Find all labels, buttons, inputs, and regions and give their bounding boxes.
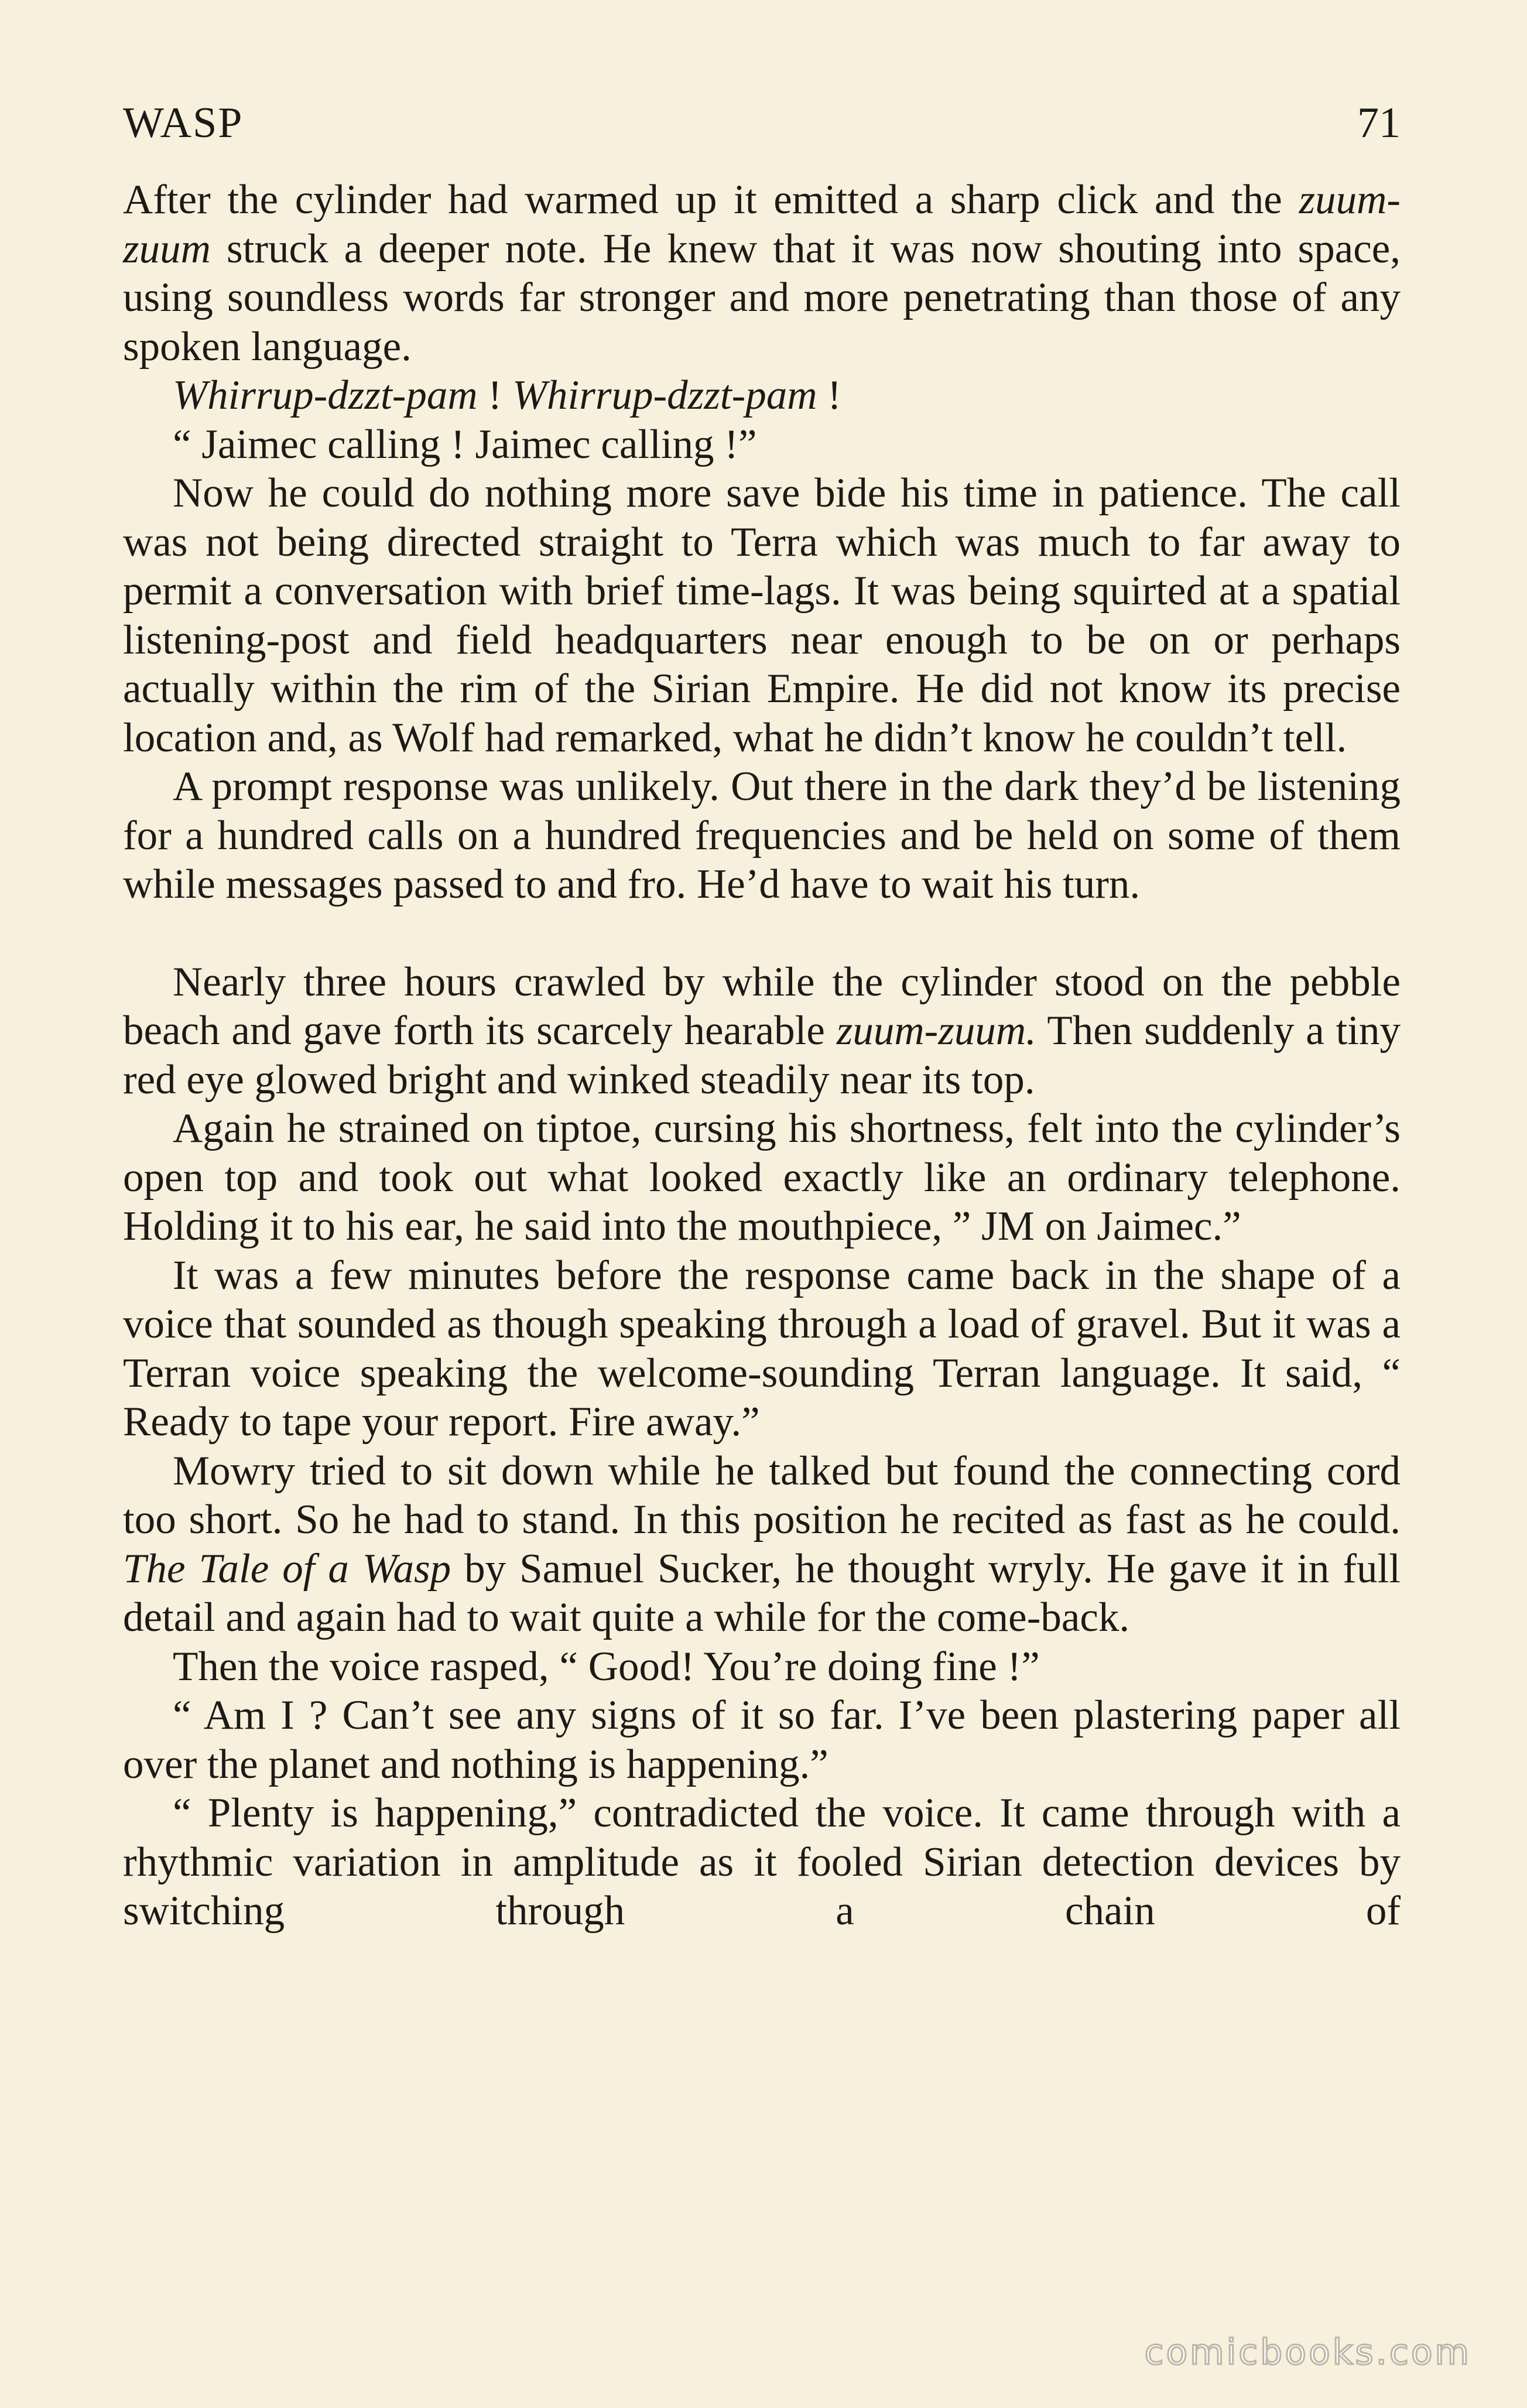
text-run: “ Am I ? Can’t see any signs of it so far. I’ve been plastering paper all over the planet and nothing is happening.” (123, 1692, 1401, 1787)
text-run: A prompt response was unlikely. Out there in the dark they’d be listening for a hundred calls on a hundred frequencies and be held on some of them while messages passed to and fro. He’d have to wait his turn. (123, 764, 1401, 907)
italic-text: Whirrup-dzzt-pam (173, 372, 478, 418)
text-run: by Samuel Sucker, he thought wryly. He gave it in full detail and again had to wait quite a while for the come-back. (123, 1545, 1401, 1640)
italic-text: zuum-zuum. (836, 1008, 1036, 1054)
paragraph (123, 1691, 1401, 1789)
running-title: WASP (123, 99, 244, 147)
paragraph (123, 176, 1401, 371)
italic-text: zuum-zuum (123, 177, 1401, 272)
paragraph (123, 1789, 1401, 1936)
text-run: After the cylinder had warmed up it emitted a sharp click and the (123, 177, 1299, 223)
paragraph (123, 1643, 1401, 1692)
text-run: ! (477, 372, 512, 418)
text-run: Nearly three hours crawled by while the cylinder stood on the pebble beach and gave forth its scarcely hearable (123, 959, 1401, 1054)
paragraph (123, 469, 1401, 762)
text-run: “ Plenty is happening,” contradicted the voice. It came through with a rhythmic variation in amplitude as it fooled Sirian detection devices by switching through a chain of (123, 1790, 1401, 1934)
text-run: It was a few minutes before the response came back in the shape of a voice that sounded as though speaking through a load of gravel. But it was a Terran voice speaking the welcome-sounding Terran language. It said, “ Ready to tape your report. Fire away.” (123, 1252, 1401, 1445)
paragraph (123, 371, 1401, 420)
paragraph (123, 1104, 1401, 1251)
text-run: Mowry tried to sit down while he talked but found the connecting cord too short. So he had to stand. In this position he recited as fast as he could. (123, 1448, 1401, 1542)
text-run: Then the voice rasped, “ Good! You’re doing fine !” (173, 1643, 1040, 1689)
paragraph (123, 762, 1401, 909)
text-run: Again he strained on tiptoe, cursing his shortness, felt into the cylinder’s open top and took out what looked exactly like an ordinary telephone. Holding it to his ear, he said into the mouthpiece, ” JM on Jaimec.” (123, 1106, 1401, 1249)
page-number: 71 (1357, 99, 1401, 147)
page-header (123, 94, 1401, 176)
body-text (123, 176, 1401, 1936)
text-run: Now he could do nothing more save bide his time in patience. The call was not being directed straight to Terra which was much to far away to permit a conversation with brief time-lags. It was being squirted at a spatial listening-post and field headquarters near enough to be on or perhaps actually within the rim of the Sirian Empire. He did not know its precise location and, as Wolf had remarked, what he didn’t know he couldn’t tell. (123, 470, 1401, 761)
paragraph (123, 420, 1401, 470)
italic-text: Whirrup-dzzt-pam (512, 372, 817, 418)
text-run: struck a deeper note. He knew that it was now shouting into space, using soundless words far stronger and more penetrating than those of any spoken language. (123, 225, 1401, 370)
book-page (123, 94, 1401, 1936)
text-run: ! (817, 372, 841, 418)
text-run: Then suddenly a tiny red eye glowed bright and winked steadily near its top. (123, 1008, 1401, 1103)
section-break (123, 909, 1401, 958)
paragraph (123, 958, 1401, 1105)
paragraph (123, 1447, 1401, 1643)
italic-text: The Tale of a Wasp (123, 1545, 451, 1592)
text-run: “ Jaimec calling ! Jaimec calling !” (173, 421, 757, 467)
watermark-logo: comicbooks.com (1144, 2332, 1471, 2373)
paragraph (123, 1251, 1401, 1447)
